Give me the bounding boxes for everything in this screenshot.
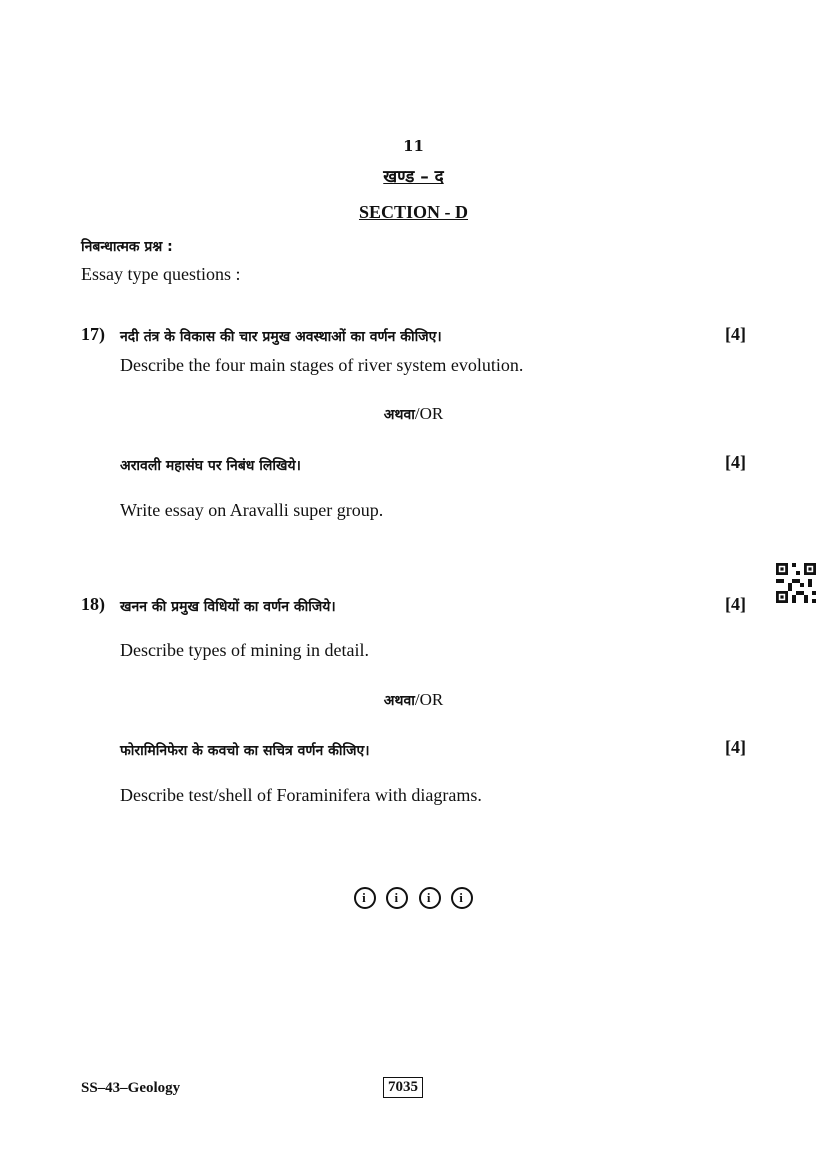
question-number: 18) [81,594,105,614]
end-of-paper-marks [0,883,827,909]
essay-heading-english: Essay type questions : [81,264,241,284]
or-english: /OR [414,404,444,423]
qr-code-icon [776,563,816,603]
info-circle-icon: i [354,887,376,909]
alt-question-marks: [4] [725,737,746,757]
question-marks: [4] [725,594,746,614]
or-hindi: अथवा [383,693,415,709]
question-text-english: Describe the four main stages of river system evolution. [120,355,524,375]
or-separator [0,690,827,710]
question-text-english: Describe types of mining in detail. [120,640,369,660]
question-text-hindi: खनन की प्रमुख विधियों का वर्णन कीजिये। [120,599,336,615]
alt-question-marks: [4] [725,452,746,472]
alt-question-text-english: Describe test/shell of Foraminifera with diagrams. [120,785,482,805]
alt-question-text-hindi: अरावली महासंघ पर निबंध लिखिये। [120,458,301,474]
alt-question-text-english: Write essay on Aravalli super group. [120,500,384,520]
subject-code: SS–43–Geology [81,1080,181,1096]
info-circle-icon: i [386,887,408,909]
alt-question-text-hindi: फोरामिनिफेरा के कवचो का सचित्र वर्णन कीजिए। [120,743,370,759]
essay-heading-hindi: निबन्धात्मक प्रश्न : [81,239,173,255]
question-number: 17) [81,324,105,344]
question-text-hindi: नदी तंत्र के विकास की चार प्रमुख अवस्थाओं का वर्णन कीजिए। [120,329,442,345]
paper-code: 7035 [383,1077,423,1098]
or-hindi: अथवा [383,407,415,423]
or-separator [0,404,827,424]
page-number: 11 [403,137,424,155]
section-title: SECTION - D [358,202,469,222]
question-marks: [4] [725,324,746,344]
or-english: /OR [414,690,444,709]
info-circle-icon: i [419,887,441,909]
info-circle-icon: i [451,887,473,909]
section-title-hindi: खण्ड – द [383,167,444,187]
